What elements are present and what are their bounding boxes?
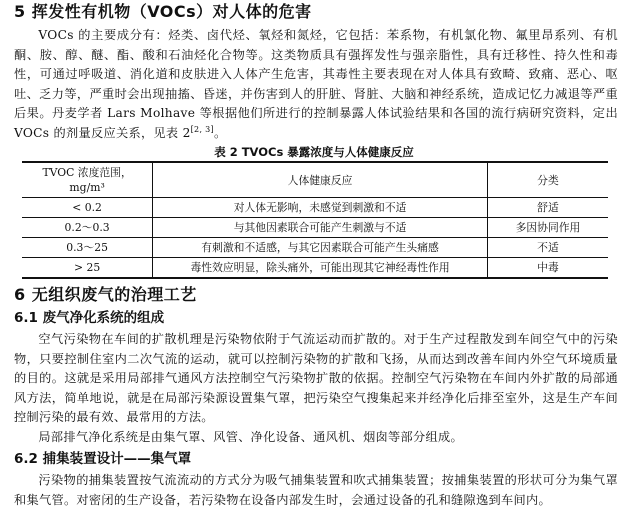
section-6-heading: 6 无组织废气的治理工艺 xyxy=(14,285,197,304)
cell-health-response: 与其他因素联合可能产生刺激与不适 xyxy=(153,218,488,238)
table-row xyxy=(22,198,608,218)
cell-health-response: 对人体无影响，未感觉到刺激和不适 xyxy=(153,198,488,218)
column-header-health-response: 人体健康反应 xyxy=(153,162,488,198)
section-6-1-paragraph-2: 局部排气净化系统是由集气罩、风管、净化设备、通风机、烟囱等部分组成。 xyxy=(38,429,463,444)
section-6-1-heading: 6.1 废气净化系统的组成 xyxy=(14,310,165,326)
table-row xyxy=(22,258,608,279)
cell-category: 不适 xyxy=(487,238,608,258)
cell-concentration: 0.2～0.3 xyxy=(22,218,153,238)
tvoc-health-table xyxy=(22,161,608,279)
section-5-paragraph-text: VOCs 的主要成分有：烃类、卤代烃、氧烃和氮烃，它包括：苯系物，有机氯化物、氟里昂系列、有机酮、胺、醇、醚、酯、酸和石油烃化合物等。这类物质具有强挥发性与强亲脂性，具有迁移性、持久性和毒性，可通过呼吸道、消化道和皮肤进入人体产生危害，其毒性主要表现在对人体具有致畸、致痛、恶心、呕吐、乏力等，严重时会出现抽搐、昏迷，并伤害到人的肝脏、肾脏、大脑和神经系统，造成记忆力减退等严重后果。丹麦学者 Lars Molhave 等根据他们所进行的控制暴露人体试验结果和各国的流行病研究资料，定出 VOCs 的剂量反应关系，见表 2 xyxy=(14,28,618,140)
cell-health-response: 毒性效应明显，除头痛外，可能出现其它神经毒性作用 xyxy=(153,258,488,279)
column-header-concentration: TVOC 浓度范围，mg/m³ xyxy=(22,162,153,198)
citation-ref: [2, 3] xyxy=(190,124,214,134)
table-row xyxy=(22,238,608,258)
section-5-paragraph xyxy=(14,26,618,143)
cell-health-response: 有刺激和不适感，与其它因素联合可能产生头痛感 xyxy=(153,238,488,258)
section-5-heading: 5 挥发性有机物（VOCs）对人体的危害 xyxy=(14,2,312,21)
section-6-1-paragraph-1: 空气污染物在车间的扩散机理是污染物依附于气流运动而扩散的。对于生产过程散发到车间空气中的污染物，只要控制住室内二次气流的运动，就可以控制污染物的扩散和飞扬，从而达到改善车间内外空气环境质量的目的。这就是采用局部排气通风方法控制空气污染物扩散的依据。控制空气污染物在车间内外扩散的局部通风方法，简单地说，就是在局部污染源设置集气罩，把污染空气搜集起来并经净化后排至室外，这是生产车间控制污染的最有效、最常用的方法。 xyxy=(14,332,618,424)
cell-concentration: 0.3～25 xyxy=(22,238,153,258)
cell-concentration: < 0.2 xyxy=(22,198,153,218)
column-header-category: 分类 xyxy=(487,162,608,198)
section-6-2-paragraph-1: 污染物的捕集装置按气流流动的方式分为吸气捕集装置和吹式捕集装置；按捕集装置的形状可分为集气罩和集气管。对密闭的生产设备，若污染物在设备内部发生时，会通过设备的孔和缝隙逸到车间内。 xyxy=(14,473,618,507)
table-row xyxy=(22,218,608,238)
cell-category: 多因协同作用 xyxy=(487,218,608,238)
cell-category: 中毒 xyxy=(487,258,608,279)
table-2-caption: 表 2 TVOCs 暴露浓度与人体健康反应 xyxy=(214,145,414,159)
section-5-paragraph-end: 。 xyxy=(213,125,227,140)
cell-category: 舒适 xyxy=(487,198,608,218)
document-page xyxy=(8,0,620,510)
table-header-row xyxy=(22,162,608,198)
section-6-2-heading: 6.2 捕集装置设计——集气罩 xyxy=(14,451,192,467)
cell-concentration: > 25 xyxy=(22,258,153,279)
